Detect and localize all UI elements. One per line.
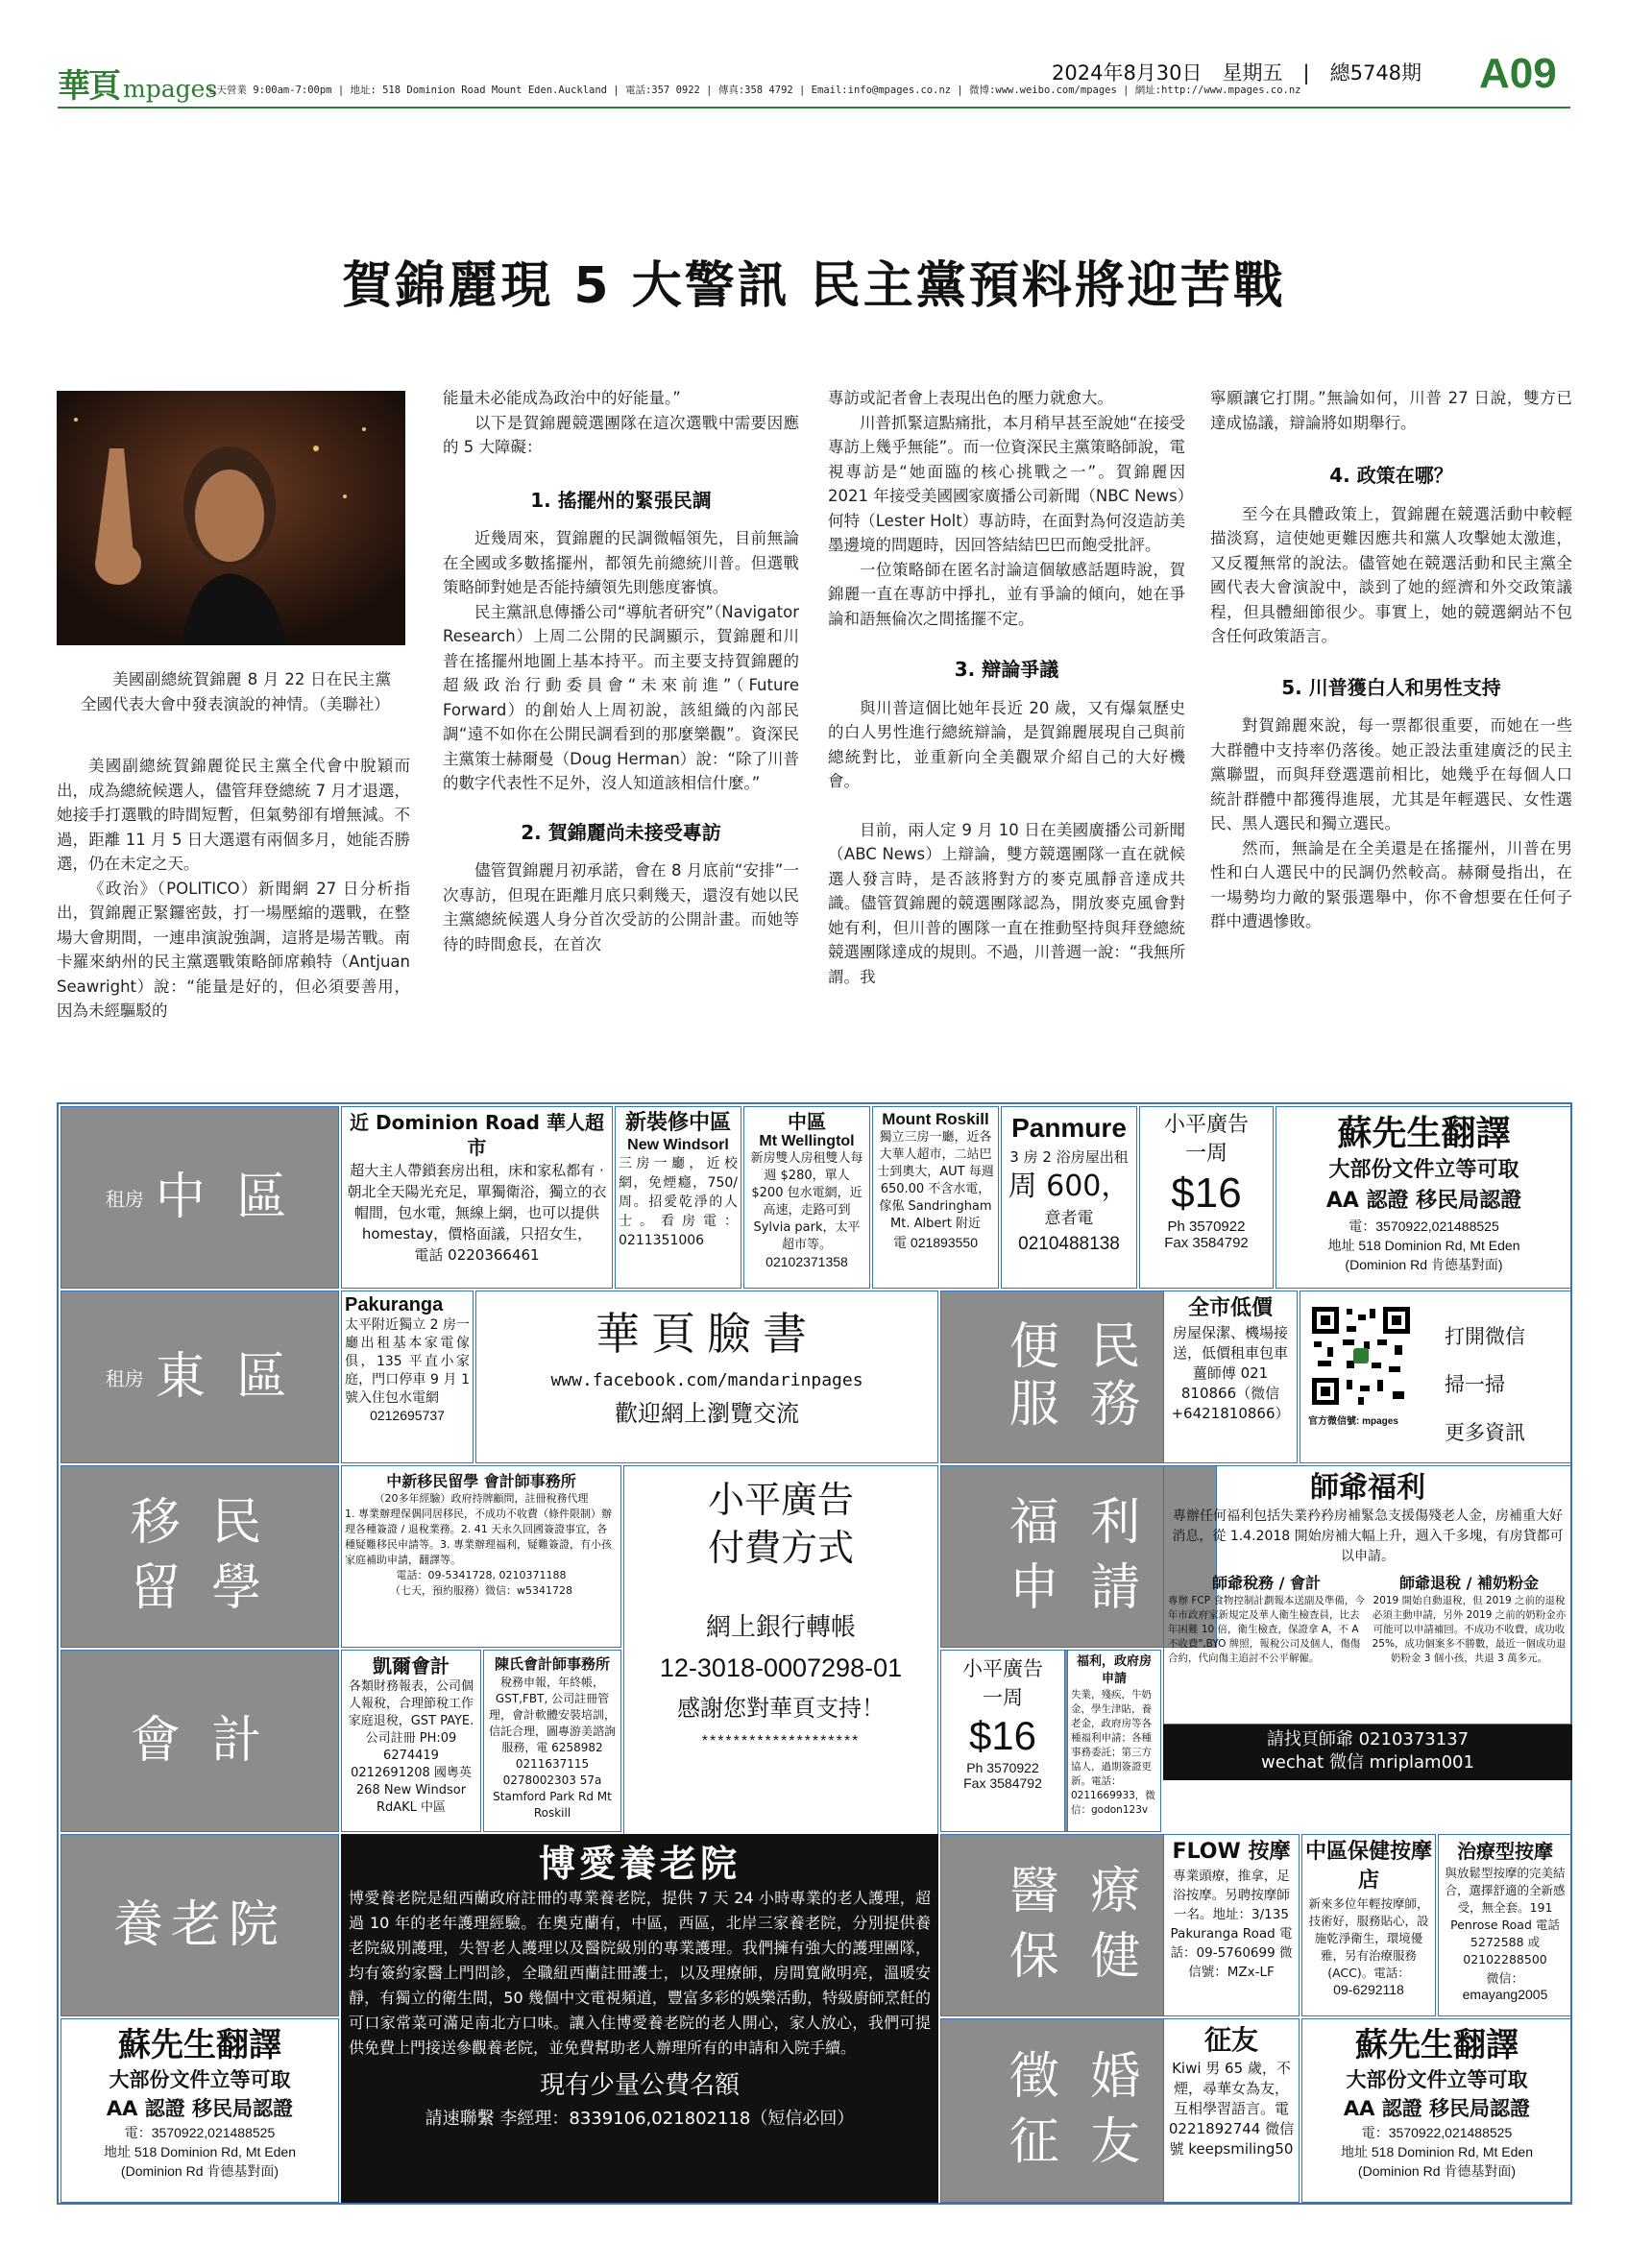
ad-title: Panmure xyxy=(1011,1113,1127,1143)
ad-line: 意者電 xyxy=(1044,1209,1094,1228)
ad-address: (Dominion Rd 肯德基對面) xyxy=(1345,1257,1503,1272)
ad-shiye-welfare xyxy=(1163,1465,1572,1725)
section-label: 會 計 xyxy=(130,1711,270,1770)
ad-fax: Fax 3584792 xyxy=(1164,1235,1249,1251)
ad-phone: 請找頁師爺 0210373137 xyxy=(1266,1729,1470,1749)
ad-phone: 0210488138 xyxy=(1018,1234,1120,1254)
ad-address: (Dominion Rd 肯德基對面) xyxy=(120,2163,279,2179)
ad-title: Pakuranga xyxy=(345,1294,444,1315)
issue-date: 2024年8月30日 星期五 | 總5748期 xyxy=(1052,61,1422,84)
ad-title: 新裝修中區 xyxy=(624,1111,731,1135)
classifieds-section xyxy=(57,1102,1572,2205)
ad-body: 新來多位年輕按摩師，技術好，服務貼心，設施乾淨衛生，環境優雅，另有治療服務 (ACC)。電話： xyxy=(1308,1896,1429,1980)
ad-title: 小平廣告 付費方式 xyxy=(707,1479,854,1569)
ad-small-ad-rate-2 xyxy=(940,1650,1065,1832)
ad-phone: 請速聯繫 李經理：8339106,021802118（短信必回） xyxy=(425,2109,855,2129)
ad-friend-seeking xyxy=(1163,2018,1300,2203)
page-number: A09 xyxy=(1479,50,1557,97)
ad-wechat: （七天，預約服務）微信：w5341728 xyxy=(390,1584,572,1597)
ad-kaier-accounting xyxy=(341,1650,481,1832)
ad-mount-roskill xyxy=(872,1106,999,1289)
ad-title: 蘇先生翻譯 xyxy=(1337,1114,1511,1153)
ad-body: 專業頭療，推拿，足浴按摩。另聘按摩師一名。地址：3/135 Pakuranga Road 電話：09-5760699 微信號：MZx-LF xyxy=(1170,1869,1293,1980)
ad-title: 治療型按摩 xyxy=(1457,1840,1553,1863)
ad-title: 全市低價 xyxy=(1187,1296,1273,1320)
paragraph: 民主黨訊息傳播公司“導航者研究”（Navigator Research）上周二公開的民調顯示，賀錦麗和川普在搖擺州地圖上基本持平。而主要支持賀錦麗的超級政治行動委員會“未來前進”（Future Forward）的創始人上周初說，該組織的內部民調“遠不如你在公開民調看到的那麼樂觀”。資深民主黨策士赫爾曼（Doug Herman）說：“除了川普的數字代表性不足外，沒人知道該相信什麼。” xyxy=(443,602,799,792)
ad-phone: Ph 3570922 xyxy=(966,1760,1039,1775)
ad-line: 掃一掃 xyxy=(1445,1373,1505,1396)
ad-title: 中新移民留學 會計師事務所 xyxy=(386,1472,576,1490)
paragraph: 目前，兩人定 9 月 10 日在美國廣播公司新聞（ABC News）上辯論，雙方競選團隊一直在就候選人發言時，是否該將對方的麥克風靜音達成共識。儘管賀錦麗的競選團隊認為，開放麥克風會對她有利，但川普的團隊一直在推動堅持與拜登總統競選團隊達成的規則。不過，川普週一說：“我無所謂。我 xyxy=(828,820,1185,986)
paragraph: 一位策略師在匿名討論這個敏感話題時說，賀錦麗一直在專訪中掙扎，並有爭論的傾向，她在爭論和語無倫次之間搖擺不定。 xyxy=(828,560,1185,628)
ad-phone: 電 021893550 xyxy=(893,1235,978,1250)
ad-body: 1. 專業辦理保偶同居移民，不成功不收費（條件限制）辦理各種簽證 / 退稅業務。2. 41 天永久回國簽證事宜，各種疑難移民申請等。3. 專業辦理福利，疑難簽證，有小孩家庭補助申請，翻譯等。 xyxy=(345,1508,612,1566)
section-label: 移 民 留 學 xyxy=(130,1494,270,1617)
ad-line: 一周 xyxy=(1184,1142,1227,1166)
ad-panmure xyxy=(1001,1106,1137,1289)
ad-body: 三房一廳，近校網，免煙癮，750/周。招愛乾淨的人士。看房電：0211351006 xyxy=(619,1156,738,1248)
section-heading: 4. 政策在哪？ xyxy=(1329,464,1453,487)
ad-title: 近 Dominion Road 華人超市 xyxy=(350,1111,604,1159)
section-heading: 1. 搖擺州的緊張民調 xyxy=(530,488,712,512)
ad-address: 地址 518 Dominion Rd, Mt Eden xyxy=(1327,1238,1520,1253)
ad-phone: 電話：09-5341728, 0210371188 xyxy=(396,1569,567,1581)
paragraph: 與川普這個比她年長近 20 歲，又有爆氣歷史的白人男性進行總統辯論，是賀錦麗展現自己與前總統對比，並重新向全美觀眾介紹自己的大好機會。 xyxy=(828,698,1185,790)
section-label: 徵 婚 征 友 xyxy=(1008,2048,1149,2171)
ad-line: 小平廣告 xyxy=(962,1657,1043,1680)
ad-body: 失業，殘疾，牛奶金，學生津貼，養老金，政府房等各種福利申請；各種事務委託；第三方協人，過期簽證更新。電話：0211669933，微信：godon123v xyxy=(1071,1689,1155,1816)
ad-phone: Ph 3570922 xyxy=(1167,1218,1246,1235)
section-sublabel: 租房 xyxy=(105,1187,144,1211)
photo-illustration xyxy=(57,391,405,645)
qr-caption: 官方微信號: mpages xyxy=(1308,1416,1398,1427)
paragraph: 美國副總統賀錦麗從民主黨全代會中脫穎而出，成為總統候選人，儘管拜登總統 7 月才退選，她接手打選戰的時間短暫，但氣勢卻有增無減。不過，距離 11 月 5 日大選還有兩個多月，她能否勝選，仍在未定之天。 xyxy=(57,757,410,873)
article-column-2 xyxy=(443,386,799,956)
ad-boai-nursing-home xyxy=(341,1834,938,2203)
ad-title: 陳氏會計師事務所 xyxy=(494,1655,610,1673)
photo-caption: 美國副總統賀錦麗 8 月 22 日在民主黨全國代表大會中發表演說的神情。（美聯社） xyxy=(81,670,391,713)
ad-intro: 專辦任何福利包括失業矜矜房補緊急支援傷殘老人金，房補重大好消息，從 1.4.2018 開始房補大幅上升，週入千多塊，有房貸都可以申請。 xyxy=(1172,1508,1564,1564)
ad-subheading: 師爺稅務 / 會計 xyxy=(1212,1574,1321,1592)
page-header xyxy=(58,50,1570,109)
section-label: 便 民 服 務 xyxy=(1008,1318,1149,1434)
section-label: 東 區 xyxy=(155,1347,295,1406)
bank-account: 12-3018-0007298-01 xyxy=(659,1653,903,1682)
ad-subtitle: Mt Wellingtol xyxy=(759,1133,855,1149)
ad-body: 獨立三房一廳，近各大華人超市，二站巴士到奧大，AUT 每週 650.00 不含水電，傢俬 Sandringham Mt. Albert 附近 xyxy=(877,1130,994,1231)
section-sublabel: 租房 xyxy=(105,1366,144,1390)
ad-subtitle: （20多年經驗）政府持牌顧問，註冊稅務代理 xyxy=(374,1492,589,1505)
section-label: 醫 療 保 健 xyxy=(1008,1863,1149,1986)
article-column-4 xyxy=(1210,386,1572,934)
ad-line: 一周 xyxy=(983,1686,1023,1709)
ad-line: 歡迎網上瀏覽交流 xyxy=(615,1400,799,1427)
ad-line: 網上銀行轉帳 xyxy=(705,1613,856,1642)
ad-subheading: 師爺退稅 / 補奶粉金 xyxy=(1399,1574,1539,1592)
paragraph: 《政治》（POLITICO）新聞網 27 日分析指出，賀錦麗正緊鑼密鼓，打一場壓縮的選戰，在整場大會期間，一連串演說強調，這將是場苦戰。南卡羅來納州的民主黨選戰策略師席賴特（Antjuan Seawright）說：“能量是好的，但必須要善用，因為未經驅駁的 xyxy=(57,879,410,1020)
ad-line: AA 認證 移民局認證 xyxy=(106,2097,294,2120)
ad-title: 博愛養老院 xyxy=(538,1843,741,1885)
section-heading: 2. 賀錦麗尚未接受專訪 xyxy=(521,820,721,844)
ad-title: 蘇先生翻譯 xyxy=(1355,2026,1519,2064)
ad-zhongxin-accounting xyxy=(341,1465,621,1648)
section-label-central-rental xyxy=(61,1106,339,1289)
paragraph: 川普抓緊這點痛批，本月稍早甚至說她“在接受專訪上幾乎無能”。而一位資深民主黨策略師說，電視專訪是“她面臨的核心挑戰之一”。賀錦麗因 2021 年接受美國國家廣播公司新聞（NBC News）何特（Lester Holt）專訪時，在面對為何沒造訪美墨邊境的問題時，因回答結結巴巴而飽受批評。 xyxy=(828,413,1185,554)
ad-line: 現有少量公費名額 xyxy=(539,2071,740,2100)
section-label: 福 利 申 請 xyxy=(1008,1494,1149,1617)
ad-wechat-qr xyxy=(1300,1291,1572,1463)
ad-body: 太平附近獨立 2 房一廳出租基本家電傢俱，135 平直小家庭，門口停車 9 月 1 號入住包水電網 xyxy=(345,1317,470,1406)
ad-line: 感謝您對華頁支持！ xyxy=(677,1695,885,1722)
ad-line: 更多資訊 xyxy=(1445,1421,1525,1444)
paragraph: 然而，無論是在全美還是在搖擺州，川普在男性和白人選民中的民調仍然較高。赫爾曼指出，在一場勢均力敵的緊張選舉中，你不會想要在任何子群中遭遇慘敗。 xyxy=(1210,838,1572,930)
ad-small-ad-rate-1 xyxy=(1139,1106,1274,1289)
ad-title: 征友 xyxy=(1203,2024,1258,2056)
logo-sub: mpages xyxy=(123,75,218,103)
ad-fax: Fax 3584792 xyxy=(963,1775,1042,1791)
ad-line: 大部份文件立等可取 xyxy=(1346,2068,1528,2091)
ad-mt-wellington xyxy=(743,1106,870,1289)
section-label: 養老院 xyxy=(112,1895,286,1954)
ad-wechat: emayang2005 xyxy=(1462,1987,1548,2002)
ad-body: 與放鬆型按摩的完美結合，選擇舒適的全新感受，無全套。191 Penrose Road 電話 5272588 或 02102288500 xyxy=(1445,1866,1566,1966)
ad-address: (Dominion Rd 肯德基對面) xyxy=(1357,2163,1517,2179)
ad-phone: 0212695737 xyxy=(370,1408,445,1423)
ad-address: 地址 518 Dominion Rd, Mt Eden xyxy=(1341,2144,1533,2159)
ad-title: 凱爾會計 xyxy=(373,1654,450,1677)
ad-new-windsor xyxy=(615,1106,741,1289)
ad-body: 專辦 FCP 食物控制計劃報本送副及準備，今年市政府家新規定及華人衛生檢查員，比去年困難 10 倍，衛生檢查，保證拿 A，不 A 不收費",BYO 牌照，報稅公司及個人，傷傷合約，代向傷主追討不公平解僱。 xyxy=(1168,1595,1365,1664)
ad-line: 大部份文件立等可取 xyxy=(109,2068,291,2091)
paragraph: 至今在具體政策上，賀錦麗在競選活動中較輕描淡寫，這使她更難因應共和黨人攻擊她太激進，又反覆無常的說法。儘管她在競選活動和民主黨全國代表大會演說中，談到了她的經濟和外交政策議程，但具體細節很少。事實上，她的競選網站不包含任何政策語言。 xyxy=(1210,504,1572,645)
section-label-nursing-home xyxy=(61,1834,339,2016)
facebook-link[interactable]: www.facebook.com/mandarinpages xyxy=(550,1370,863,1390)
paragraph: 寧願讓它打開。”無論如何，川普 27 日說，雙方已達成協議，辯論將如期舉行。 xyxy=(1210,389,1572,432)
ad-central-massage xyxy=(1301,1834,1436,2016)
ad-subtitle: New Windsorl xyxy=(627,1137,729,1153)
ad-su-translation-2 xyxy=(61,2018,339,2203)
ad-phone: 電：3570922,021488525 xyxy=(1349,1218,1499,1234)
ad-phone: 電：3570922,021488525 xyxy=(1361,2125,1513,2140)
harris-speech-photo xyxy=(57,391,405,645)
ad-title: FLOW 按摩 xyxy=(1172,1840,1291,1864)
section-label-immigration xyxy=(61,1465,339,1648)
ad-dominion-rental xyxy=(341,1106,613,1289)
ad-line: 打開微信 xyxy=(1445,1325,1525,1348)
ad-wechat: wechat 微信 mriplam001 xyxy=(1261,1752,1474,1773)
ad-wechat-label: 微信： xyxy=(1486,1972,1524,1987)
header-contact-info: 七天營業 9:00am-7:00pm | 地址: 518 Dominion Road Mount Eden.Auckland | 電話:357 0922 | 傳真:358 4792 | Email:info@mpages.co.nz | 微博:www.weibo.com/mpages | 網址:http://www.mpages.co.nz xyxy=(207,84,1301,96)
ad-title: 福利，政府房申請 xyxy=(1076,1654,1152,1686)
ad-line: 3 房 2 浴房屋出租 xyxy=(1009,1148,1129,1166)
ad-body: 2019 開始自動退稅，但 2019 之前的退稅必須主動申請，另外 2019 之前的奶粉金亦可能可以申請補回。不成功不收費，成功收 25%，成功個案多不勝數，最近一個成功退奶粉金 3 個小孩，共退 3 萬多元。 xyxy=(1372,1595,1567,1664)
ad-facebook xyxy=(475,1291,938,1463)
ad-payment-methods xyxy=(623,1465,938,1835)
paragraph: 儘管賀錦麗月初承諾，會在 8 月底前“安排”一次專訪，但現在距離月底只剩幾天，還沒有她以民主黨總統候選人身分首次受訪的公開計畫。而她等待的時間愈長，在首次 xyxy=(443,861,799,953)
ad-line: 大部份文件立等可取 xyxy=(1328,1158,1519,1182)
ad-body: 稅務申報，年終帳，GST,FBT, 公司註冊管理，會計軟體安裝培訓，信託合理，圖專游美諮詢服務，電 6258982 0211637115 0278002303 57a Stamford Park Rd Mt Roskill xyxy=(488,1676,616,1820)
ad-title: 中區保健按摩店 xyxy=(1305,1840,1433,1893)
ad-address: 地址 518 Dominion Rd, Mt Eden xyxy=(104,2144,296,2159)
ad-phone: 09-6292118 xyxy=(1333,1982,1404,1997)
ad-chen-accounting xyxy=(483,1650,621,1832)
ad-price: 周 600， xyxy=(1008,1170,1130,1203)
ad-welfare-gov-housing xyxy=(1067,1650,1161,1832)
ad-title: Mount Roskill xyxy=(882,1110,989,1128)
ad-therapy-massage xyxy=(1438,1834,1572,2016)
paragraph: 以下是賀錦麗競選團隊在這次選戰中需要因應的 5 大障礙： xyxy=(443,413,799,456)
ad-body: 各類財務報表，公司個人報稅，合理節稅工作家庭退稅，GST PAYE. 公司註冊 PH:09 6274419 0212691208 國粵英 268 New Windsor RdAKL 中區 xyxy=(348,1679,474,1815)
logo-main: 華頁 xyxy=(58,67,119,106)
section-label: 中 區 xyxy=(155,1168,295,1226)
section-label-east-rental xyxy=(61,1291,339,1463)
ad-flow-massage xyxy=(1163,1834,1300,2016)
ad-citywide-service xyxy=(1163,1291,1298,1463)
paragraph: 對賀錦麗來說，每一票都很重要，而她在一些大群體中支持率仍落後。她正設法重建廣泛的民主黨聯盟，而與拜登選選前相比，她幾乎在每個人口統計群體中都獲得進展，尤其是年輕選民、女性選民、黑人選民和獨立選民。 xyxy=(1210,716,1572,832)
paragraph: 能量未必能成為政治中的好能量。” xyxy=(443,389,681,407)
ad-pakuranga xyxy=(341,1291,474,1463)
ad-body: 新房雙人房租雙人每週 $280，單人 $200 包水電網，近高速，走路可到 Sylvia park，太平超市等。 xyxy=(750,1151,863,1252)
ad-title: 中區 xyxy=(788,1110,826,1133)
ad-line: 小平廣告 xyxy=(1163,1113,1249,1137)
mpages-logo xyxy=(58,60,217,107)
ad-su-translation-3 xyxy=(1301,2018,1572,2203)
section-heading: 3. 辯論爭議 xyxy=(954,658,1059,681)
ad-price: $16 xyxy=(968,1713,1037,1758)
ad-title: 華頁臉書 xyxy=(595,1308,818,1360)
paragraph: 專訪或記者會上表現出色的壓力就愈大。 xyxy=(828,389,1113,407)
article-column-1 xyxy=(57,754,410,1024)
section-heading: 5. 川普獲白人和男性支持 xyxy=(1281,675,1501,699)
ad-title: 師爺福利 xyxy=(1310,1471,1425,1505)
article-headline: 賀錦麗現 5 大警訊 民主黨預料將迎苦戰 xyxy=(342,257,1286,315)
ad-body: 博愛養老院是紐西蘭政府註冊的專業養老院，提供 7 天 24 小時專業的老人護理，超過 10 年的老年護理經驗。在奧克蘭有，中區，西區，北岸三家養老院，分別提供養老院級別護理，失智老人護理以及醫院級別的專業護理。我們擁有強大的護理團隊，均有簽約家醫上門問診，全職紐西蘭註冊護士，以及理療師，房間寬敞明亮，溫暖安靜，有獨立的衛生間，50 幾個中文電視頻道，豐富多彩的娛樂活動，特級廚師烹飪的可口家常菜可滿足南北方口味。讓入住博愛養老院的老人開心，家人放心，我們可提供免費上門接送參觀養老院，並免費幫助老人辦理所有的申請和入院手續。 xyxy=(349,1889,931,2057)
shiye-contact-bar xyxy=(1163,1725,1572,1780)
ad-price: $16 xyxy=(1171,1170,1242,1217)
ad-body: 房屋保潔、機場接送，低價租車包車薑師傅 021 810866（微信 +6421810866） xyxy=(1171,1324,1290,1422)
ad-title: 蘇先生翻譯 xyxy=(118,2026,281,2064)
header-divider xyxy=(58,107,1570,109)
ad-body: Kiwi 男 65 歲，不煙，尋華女為友，互相學習語言。電 0221892744 微信號 keepsmiling50 xyxy=(1168,2060,1295,2158)
decorative-stars: ******************** xyxy=(701,1733,861,1749)
ad-body: 超大主人帶鎖套房出租，床和家私都有 ·朝北全天陽光充足，單獨衛浴，獨立的衣帽間，包水電，無線上網，也可以提供 homestay，價格面議，只招女生， xyxy=(347,1162,607,1243)
ad-su-translation-1 xyxy=(1276,1106,1572,1289)
ad-phone: 02102371358 xyxy=(765,1254,848,1269)
ad-line: AA 認證 移民局認證 xyxy=(1325,1189,1522,1213)
qr-code-icon[interactable] xyxy=(1308,1303,1414,1409)
section-label-accounting xyxy=(61,1650,339,1832)
article-column-3 xyxy=(828,386,1185,989)
ad-phone: 電話 0220366461 xyxy=(414,1246,540,1264)
ad-line: AA 認證 移民局認證 xyxy=(1343,2097,1531,2120)
paragraph: 近幾周來，賀錦麗的民調微幅領先，目前無論在全國或多數搖擺州，都領先前總統川普。但選戰策略師對她是否能持續領先則態度審慎。 xyxy=(443,529,799,596)
ad-phone: 電：3570922,021488525 xyxy=(124,2125,276,2140)
